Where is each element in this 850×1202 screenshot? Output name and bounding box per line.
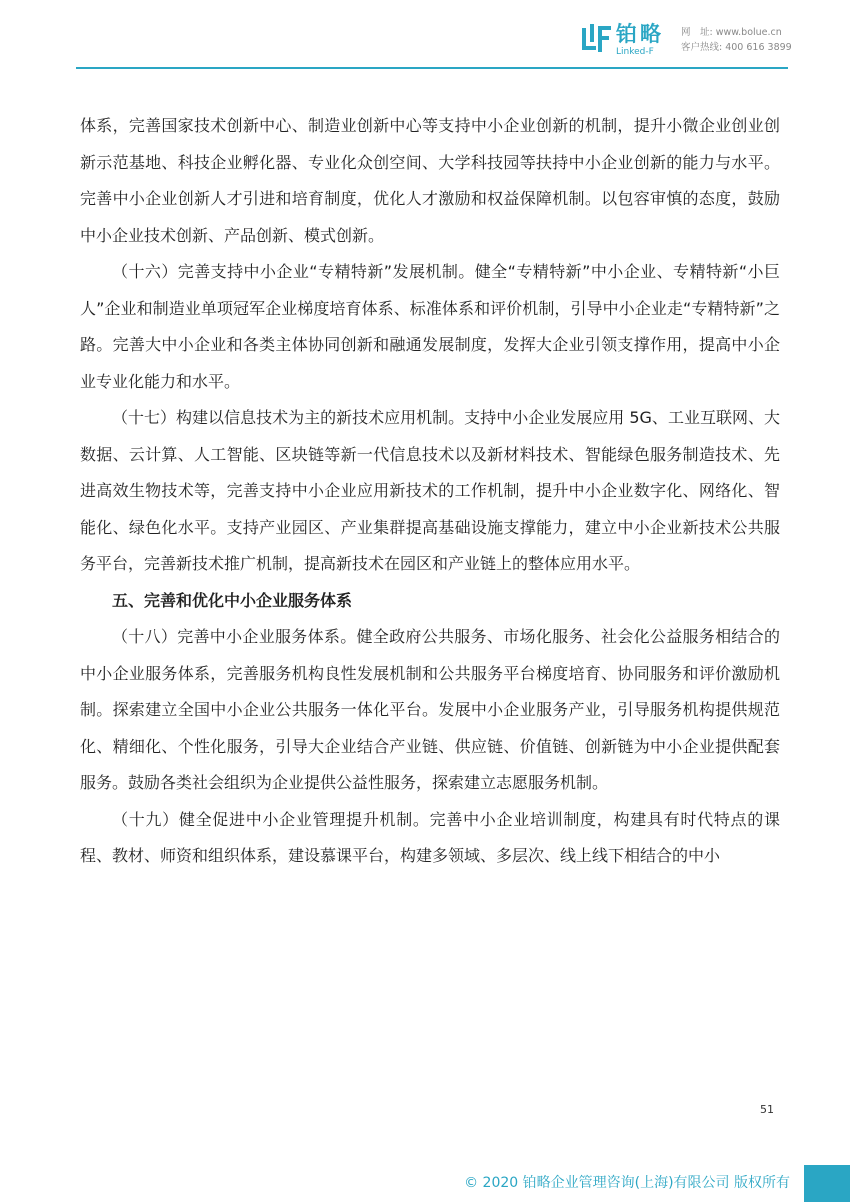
header-divider [76,67,788,69]
paragraph-item-16: （十六）完善支持中小企业“专精特新”发展机制。健全“专精特新”中小企业、专精特新“小巨人”企业和制造业单项冠军企业梯度培育体系、标准体系和评价机制，引导中小企业走“专精特新”之路。完善大中小企业和各类主体协同创新和融通发展制度，发挥大企业引领支撑作用，提高中小企业专业化能力和水平。 [80,262,780,391]
page-number: 51 [760,1103,774,1116]
logo-text-en: Linked-F [616,47,654,57]
contact-info [681,25,792,55]
hotline-text: 客户热线: 400 616 3899 [681,42,792,53]
paragraph-continuation: 体系，完善国家技术创新中心、制造业创新中心等支持中小企业创新的机制，提升小微企业创业创新示范基地、科技企业孵化器、专业化众创空间、大学科技园等扶持中小企业创新的能力与水平。完善中小企业创新人才引进和培育制度，优化人才激励和权益保障机制。以包容审慎的态度，鼓励中小企业技术创新、产品创新、模式创新。 [80,116,780,245]
document-body [80,108,780,875]
company-logo [582,22,672,62]
footer-accent-block [804,1165,850,1202]
paragraph-item-18: （十八）完善中小企业服务体系。健全政府公共服务、市场化服务、社会化公益服务相结合的中小企业服务体系，完善服务机构良性发展机制和公共服务平台梯度培育、协同服务和评价激励机制。探索建立全国中小企业公共服务一体化平台。发展中小企业服务产业，引导服务机构提供规范化、精细化、个性化服务，引导大企业结合产业链、供应链、价值链、创新链为中小企业提供配套服务。鼓励各类社会组织为企业提供公益性服务，探索建立志愿服务机制。 [80,627,780,792]
section-heading: 五、完善和优化中小企业服务体系 [112,590,353,610]
logo-text-cn: 铂略 [616,22,664,46]
page-header [0,0,850,72]
paragraph-item-19: （十九）健全促进中小企业管理提升机制。完善中小企业培训制度，构建具有时代特点的课程、教材、师资和组织体系，建设慕课平台，构建多领域、多层次、线上线下相结合的中小 [80,809,780,865]
paragraph-item-17: （十七）构建以信息技术为主的新技术应用机制。支持中小企业发展应用 5G、工业互联网、大数据、云计算、人工智能、区块链等新一代信息技术以及新材料技术、智能绿色服务制造技术、先进高效生物技术等，完善支持中小企业应用新技术的工作机制，提升中小企业数字化、网络化、智能化、绿色化水平。支持产业园区、产业集群提高基础设施支撑能力，建立中小企业新技术公共服务平台，完善新技术推广机制，提高新技术在园区和产业链上的整体应用水平。 [80,408,780,573]
website-text: 网 址: www.bolue.cn [681,27,782,38]
logo-mark-icon [582,24,612,54]
footer-copyright: © 2020 铂略企业管理咨询(上海)有限公司 版权所有 [464,1175,790,1191]
